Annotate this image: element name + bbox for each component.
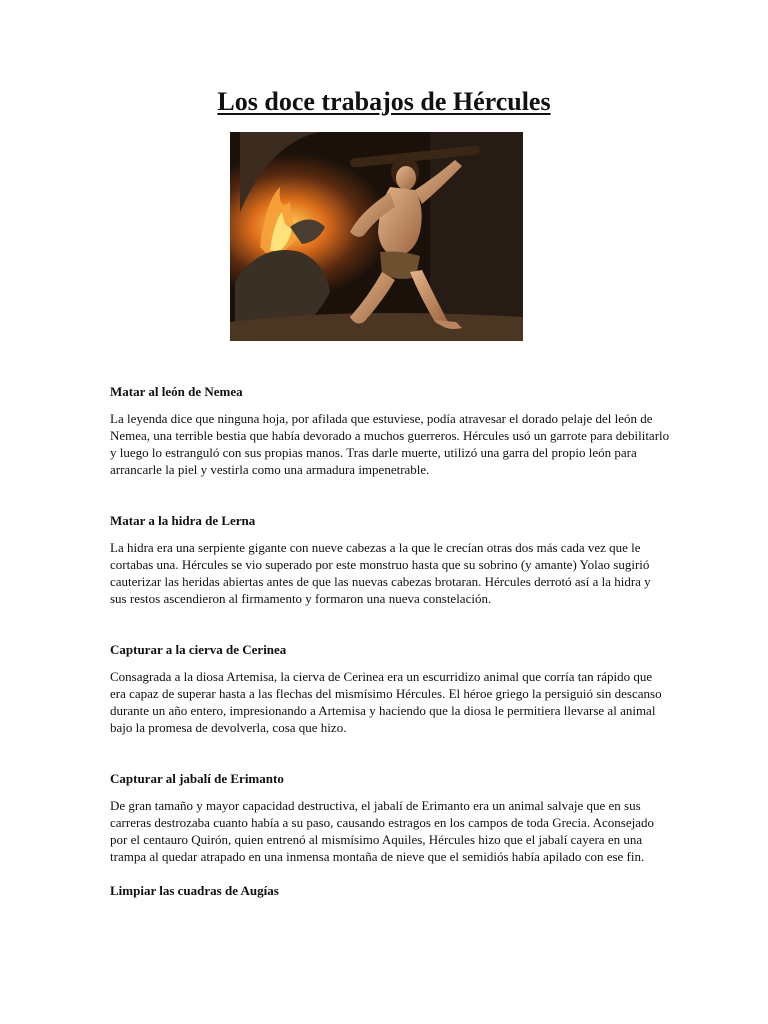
section-heading: Limpiar las cuadras de Augías bbox=[110, 883, 279, 898]
section-heading: Matar al león de Nemea bbox=[110, 384, 243, 399]
painting-hercules-icon bbox=[230, 132, 523, 341]
section-cuadras-augias bbox=[110, 882, 670, 900]
section-jabali-erimanto bbox=[110, 770, 670, 882]
section-text: La hidra era una serpiente gigante con nueve cabezas a la que le crecían otras dos más cada vez que le cortabas una. Hércules se vio superado por este monstruo hasta que su sobrino (y amante) Yolao sugirió cauterizar las heridas abiertas antes de que las nuevas cabezas brotaran. Hércules derrotó así a la hidra y sus restos ascendieron al firmamento y formaron una nueva constelación. bbox=[110, 540, 651, 606]
section-heading: Capturar a la cierva de Cerinea bbox=[110, 642, 287, 657]
section-text: La leyenda dice que ninguna hoja, por afilada que estuviese, podía atravesar el dorado pelaje del león de Nemea, una terrible bestia que había devorado a muchos guerreros. Hércules usó un garrote para debilitarlo y luego lo estranguló con sus propias manos. Tras darle muerte, utilizó una garra del propio león para arrancarle la piel y vestirla como una armadura impenetrable. bbox=[110, 411, 670, 477]
section-leon-nemea bbox=[110, 383, 670, 512]
section-text: De gran tamaño y mayor capacidad destructiva, el jabalí de Erimanto era un animal salvaje que en sus carreras destrozaba cuanto había a su paso, causando estragos en los campos de toda Grecia. Aconsejado por el centauro Quirón, quien entrenó al mismísimo Aquiles, Hércules hizo que el jabalí cayera en una trampa al quedar atrapado en una inmensa montaña de nieve que el semidiós había apilado con ese fin. bbox=[110, 798, 654, 864]
section-text: Consagrada a la diosa Artemisa, la cierva de Cerinea era un escurridizo animal que corría tan rápido que era capaz de superar hasta a las flechas del mismísimo Hércules. El héroe griego la persiguió sin descanso durante un año entero, impresionando a Artemisa y haciendo que la diosa le permitiera llevarse al animal bajo la promesa de devolverla, cosa que hizo. bbox=[110, 669, 662, 735]
section-heading: Capturar al jabalí de Erimanto bbox=[110, 771, 284, 786]
section-cierva-cerinea bbox=[110, 641, 670, 770]
section-hidra-lerna bbox=[110, 512, 670, 641]
document-title: Los doce trabajos de Hércules bbox=[217, 87, 551, 116]
section-heading: Matar a la hidra de Lerna bbox=[110, 513, 256, 528]
document-body bbox=[110, 383, 670, 910]
